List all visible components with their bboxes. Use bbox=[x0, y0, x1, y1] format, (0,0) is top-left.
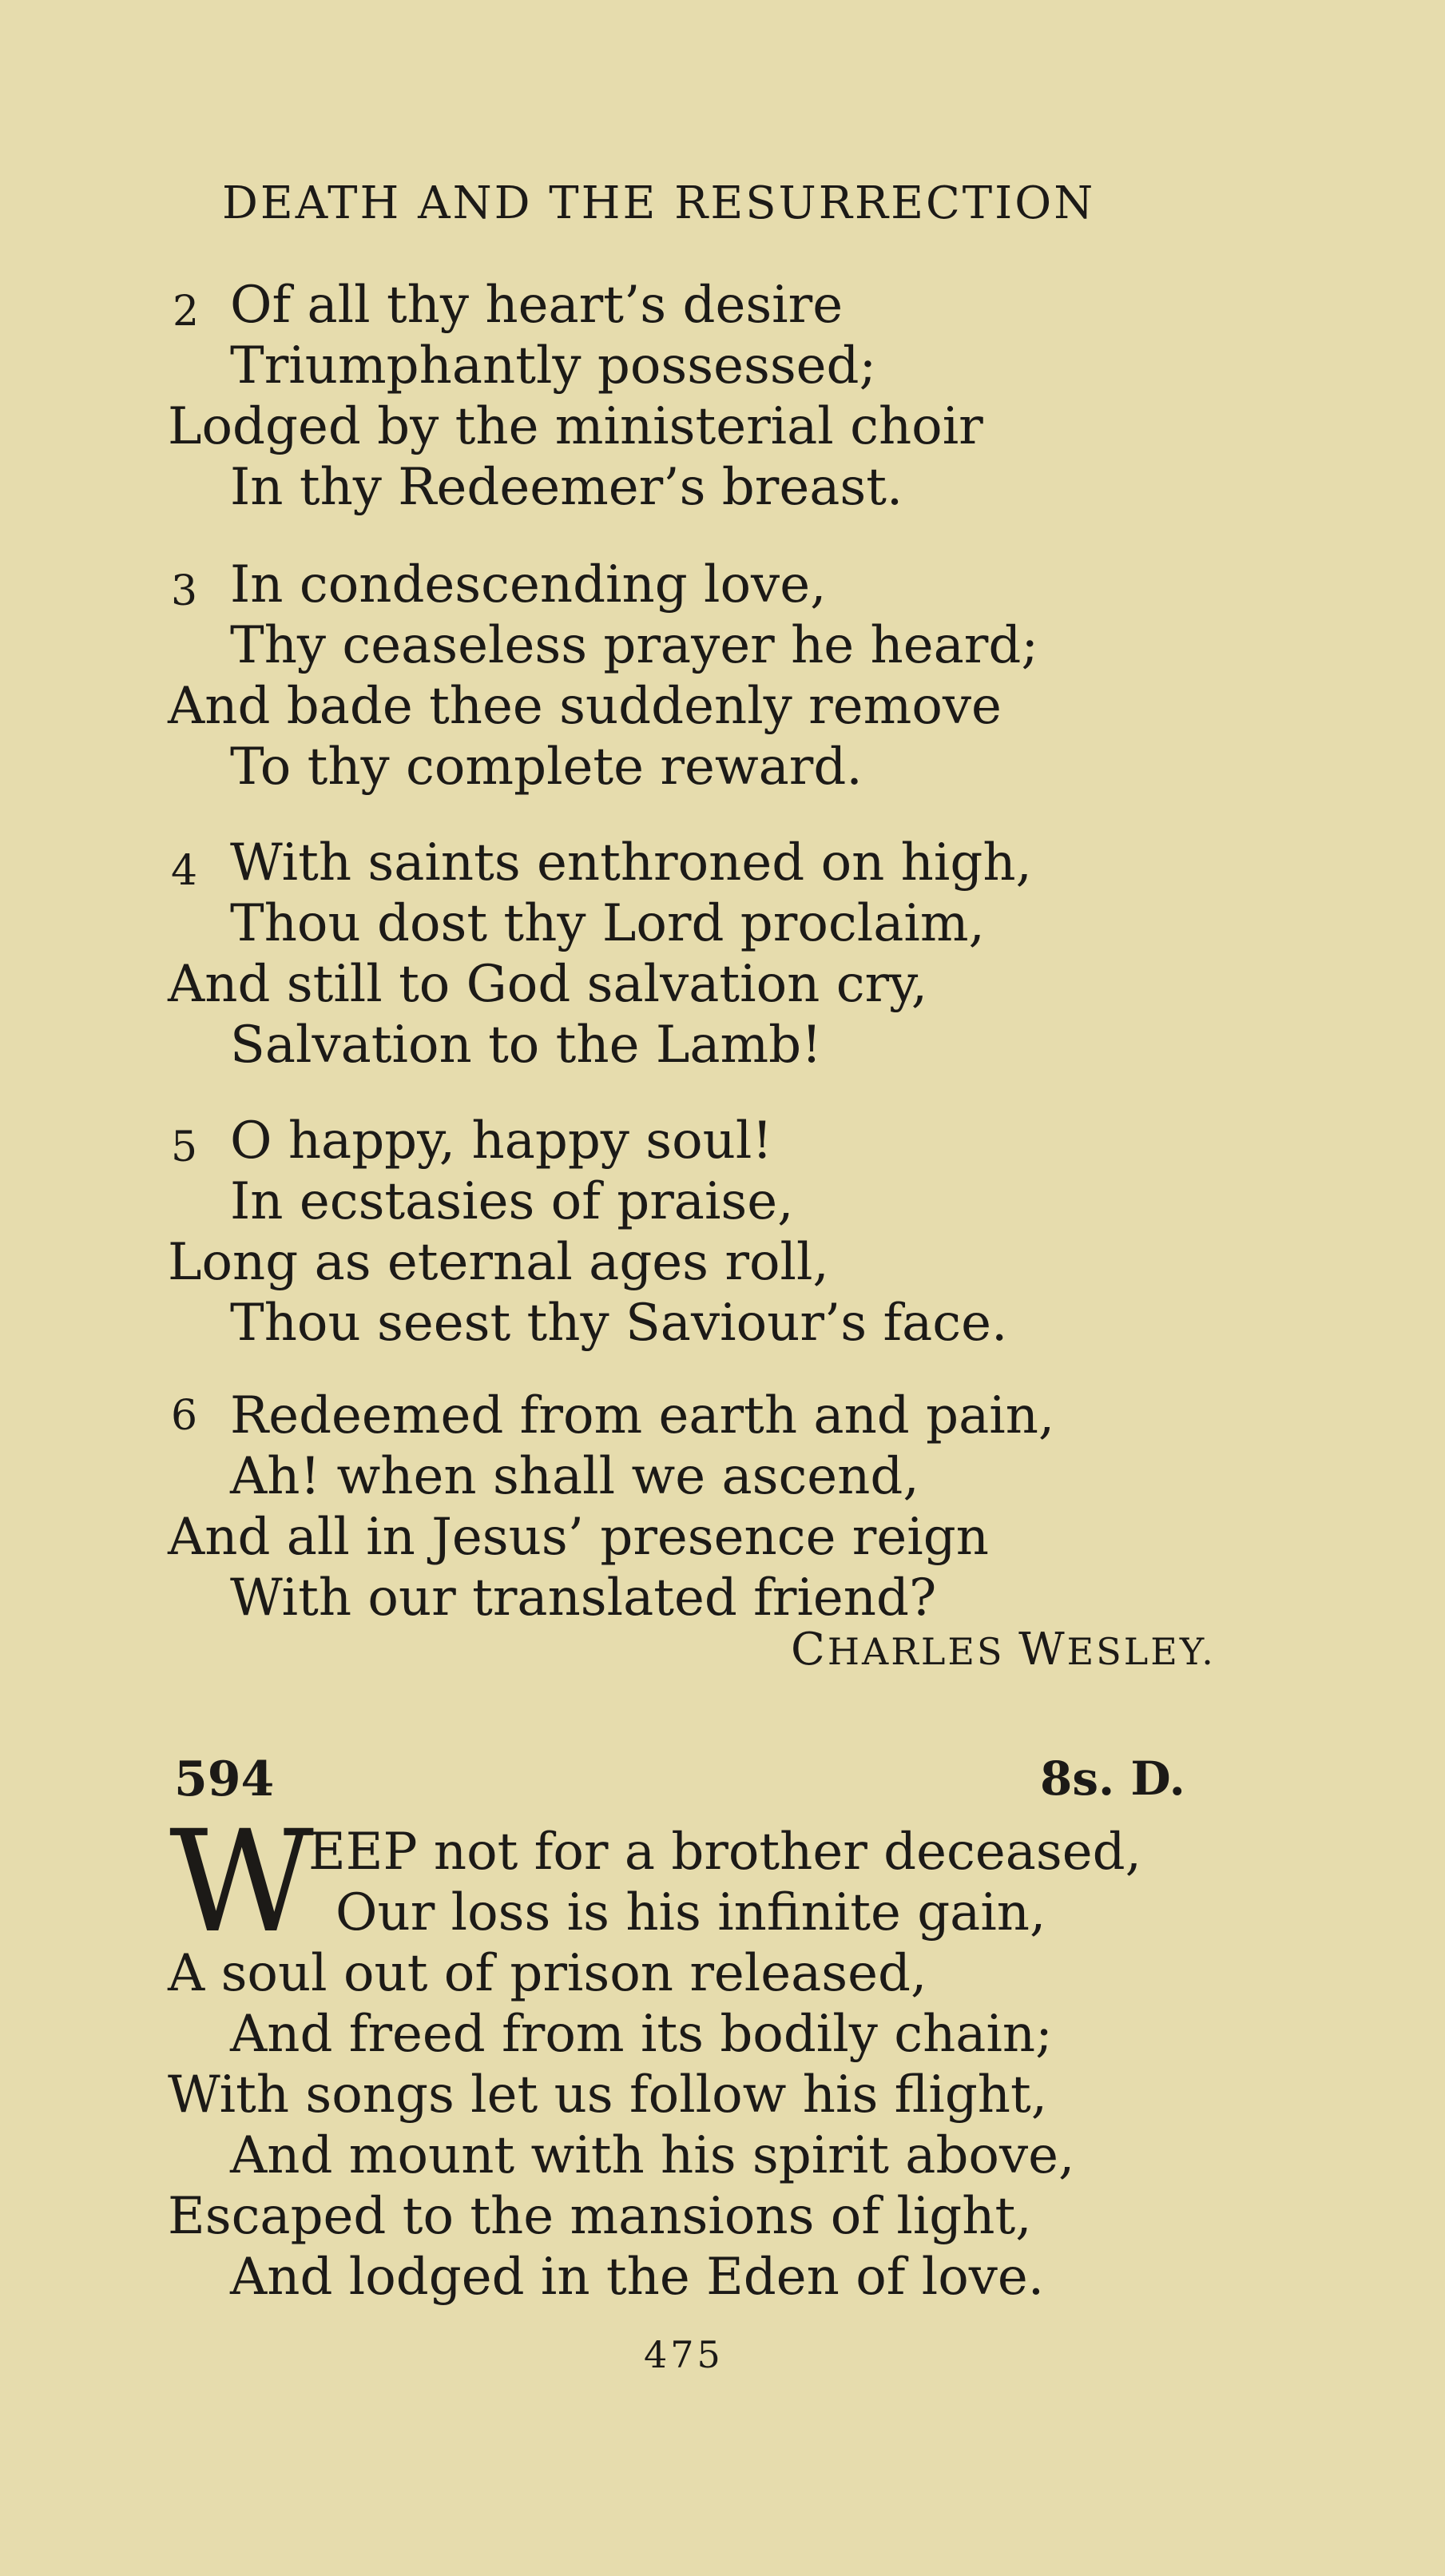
hymn-line: And mount with his spirit above, bbox=[230, 2126, 1075, 2185]
running-head: DEATH AND THE RESURRECTION bbox=[222, 177, 1096, 229]
verse-line: Lodged by the ministerial choir bbox=[168, 397, 983, 456]
hymn-line: Our loss is his infinite gain, bbox=[335, 1883, 1046, 1942]
verse-line: In thy Redeemer’s breast. bbox=[230, 458, 903, 517]
hymn-line: Escaped to the mansions of light, bbox=[168, 2187, 1032, 2246]
hymn-line: And freed from its bodily chain; bbox=[230, 2005, 1053, 2064]
hymn-line: A soul out of prison released, bbox=[168, 1944, 927, 2003]
author-initial: C bbox=[791, 1624, 828, 1676]
verse-number: 6 bbox=[171, 1392, 198, 1440]
verse-line: With our translated friend? bbox=[230, 1568, 937, 1628]
verse-line: Thy ceaseless prayer he heard; bbox=[230, 616, 1038, 675]
verse-line: To thy complete reward. bbox=[230, 737, 863, 797]
verse-line: Redeemed from earth and pain, bbox=[230, 1386, 1055, 1445]
page-number: 475 bbox=[644, 2333, 724, 2376]
hymn-line: And lodged in the Eden of love. bbox=[230, 2248, 1045, 2307]
verse-line: Salvation to the Lamb! bbox=[230, 1016, 822, 1075]
verse-line: Long as eternal ages roll, bbox=[168, 1233, 829, 1292]
verse-number: 5 bbox=[171, 1123, 198, 1171]
author-attribution bbox=[791, 1624, 1216, 1676]
author-name-part: HARLES bbox=[827, 1630, 1005, 1673]
verse-line: Ah! when shall we ascend, bbox=[230, 1447, 919, 1506]
verse-number: 2 bbox=[173, 288, 200, 336]
verse-line: Thou dost thy Lord proclaim, bbox=[230, 894, 985, 953]
author-name-part: ESLEY. bbox=[1066, 1630, 1216, 1673]
hymn-line: With songs let us follow his flight, bbox=[168, 2065, 1048, 2125]
verse-number: 4 bbox=[171, 847, 198, 895]
hymn-meter: 8s. D. bbox=[1040, 1751, 1185, 1806]
hymn-line: EEP not for a brother deceased, bbox=[308, 1823, 1141, 1882]
verse-line: Thou seest thy Saviour’s face. bbox=[230, 1294, 1008, 1353]
verse-line: In ecstasies of praise, bbox=[230, 1172, 794, 1231]
verse-line: Of all thy heart’s desire bbox=[230, 276, 844, 335]
verse-line: Triumphantly possessed; bbox=[230, 336, 877, 396]
verse-line: And still to God salvation cry, bbox=[168, 955, 928, 1014]
verse-line: O happy, happy soul! bbox=[230, 1111, 773, 1171]
verse-line: With saints enthroned on high, bbox=[230, 833, 1032, 892]
verse-line: And all in Jesus’ presence reign bbox=[168, 1508, 989, 1567]
verse-line: In condescending love, bbox=[230, 555, 827, 614]
drop-cap: W bbox=[169, 1800, 314, 1964]
verse-number: 3 bbox=[171, 567, 198, 615]
verse-line: And bade thee suddenly remove bbox=[168, 677, 1002, 736]
hymn-number: 594 bbox=[174, 1751, 275, 1807]
author-initial: W bbox=[1018, 1624, 1067, 1676]
